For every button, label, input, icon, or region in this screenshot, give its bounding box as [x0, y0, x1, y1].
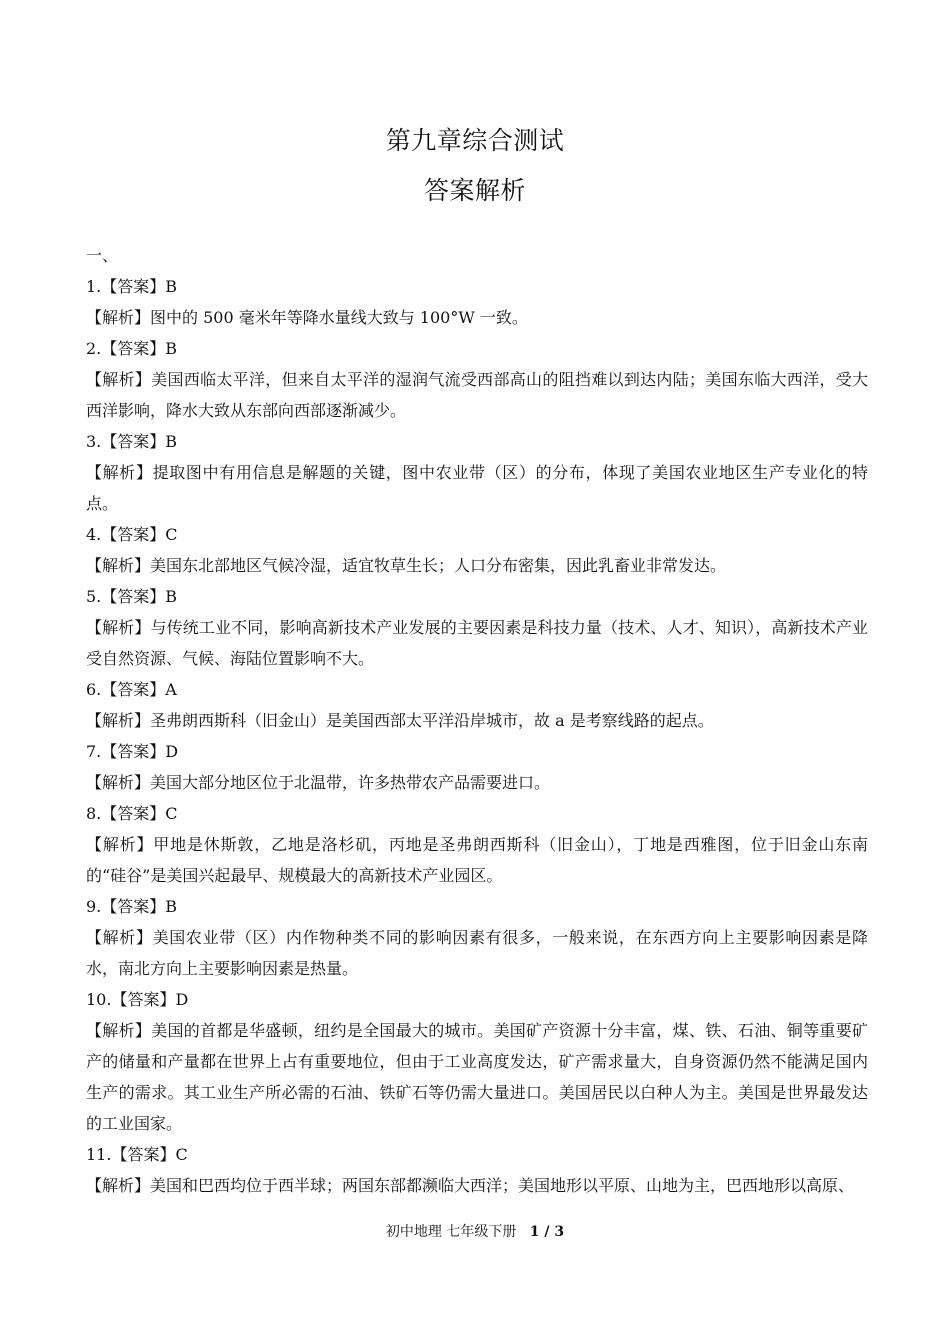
answer-label: 2.【答案】B	[86, 339, 178, 358]
answer-item	[86, 426, 868, 519]
answer-item	[86, 798, 868, 891]
analysis-text: 【解析】提取图中有用信息是解题的关键，图中农业带（区）的分布，体现了美国农业地区生产专业化的特点。	[86, 463, 868, 513]
answer-content	[86, 240, 868, 1201]
answer-label: 9.【答案】B	[86, 897, 178, 916]
answer-label: 5.【答案】B	[86, 587, 178, 606]
section-heading: 一、	[86, 246, 119, 265]
analysis-text: 【解析】与传统工业不同，影响高新技术产业发展的主要因素是科技力量（技术、人才、知识），高新技术产业受自然资源、气候、海陆位置影响不大。	[86, 618, 868, 668]
answer-item	[86, 519, 868, 581]
answer-label: 11.【答案】C	[86, 1145, 188, 1164]
answer-item	[86, 674, 868, 736]
analysis-text: 【解析】图中的 500 毫米年等降水量线大致与 100°W 一致。	[86, 308, 528, 327]
analysis-text: 【解析】美国大部分地区位于北温带，许多热带农产品需要进口。	[86, 773, 551, 792]
analysis-text: 【解析】美国和巴西均位于西半球；两国东部都濒临大西洋；美国地形以平原、山地为主，巴西地形以高原、	[86, 1176, 855, 1195]
page-footer	[0, 1221, 950, 1241]
answer-label: 10.【答案】D	[86, 990, 189, 1009]
analysis-text: 【解析】圣弗朗西斯科（旧金山）是美国西部太平洋沿岸城市，故 a 是考察线路的起点。	[86, 711, 714, 730]
analysis-text: 【解析】美国西临太平洋，但来自太平洋的湿润气流受西部高山的阻挡难以到达内陆；美国东临大西洋，受大西洋影响，降水大致从东部向西部逐渐减少。	[86, 370, 868, 420]
answer-label: 6.【答案】A	[86, 680, 177, 699]
answer-item	[86, 736, 868, 798]
answer-item	[86, 891, 868, 984]
analysis-text: 【解析】美国农业带（区）内作物种类不同的影响因素有很多，一般来说，在东西方向上主要影响因素是降水，南北方向上主要影响因素是热量。	[86, 928, 868, 978]
page-number: 1 / 3	[529, 1224, 565, 1240]
answer-label: 3.【答案】B	[86, 432, 178, 451]
analysis-text: 【解析】美国东北部地区气候冷湿，适宜牧草生长；人口分布密集，因此乳畜业非常发达。	[86, 556, 727, 575]
answer-item	[86, 271, 868, 333]
answer-item	[86, 581, 868, 674]
answer-label: 8.【答案】C	[86, 804, 178, 823]
answer-item	[86, 1139, 868, 1201]
answer-label: 1.【答案】B	[86, 277, 178, 296]
answer-item	[86, 333, 868, 426]
page-subtitle: 答案解析	[423, 176, 526, 205]
answer-label: 4.【答案】C	[86, 525, 178, 544]
analysis-text: 【解析】美国的首都是华盛顿，纽约是全国最大的城市。美国矿产资源十分丰富，煤、铁、石油、铜等重要矿产的储量和产量都在世界上占有重要地位，但由于工业高度发达，矿产需求量大，自身资源仍然不能满足国内生产的需求。其工业生产所必需的石油、铁矿石等仍需大量进口。美国居民以白种人为主。美国是世界最发达的工业国家。	[86, 1021, 868, 1133]
footer-label: 初中地理 七年级下册	[385, 1224, 517, 1240]
analysis-text: 【解析】甲地是休斯敦，乙地是洛杉矶，丙地是圣弗朗西斯科（旧金山），丁地是西雅图，位于旧金山东南的“硅谷”是美国兴起最早、规模最大的高新技术产业园区。	[86, 835, 868, 885]
answer-item	[86, 984, 868, 1139]
page-title: 第九章综合测试	[385, 126, 565, 155]
answer-label: 7.【答案】D	[86, 742, 179, 761]
